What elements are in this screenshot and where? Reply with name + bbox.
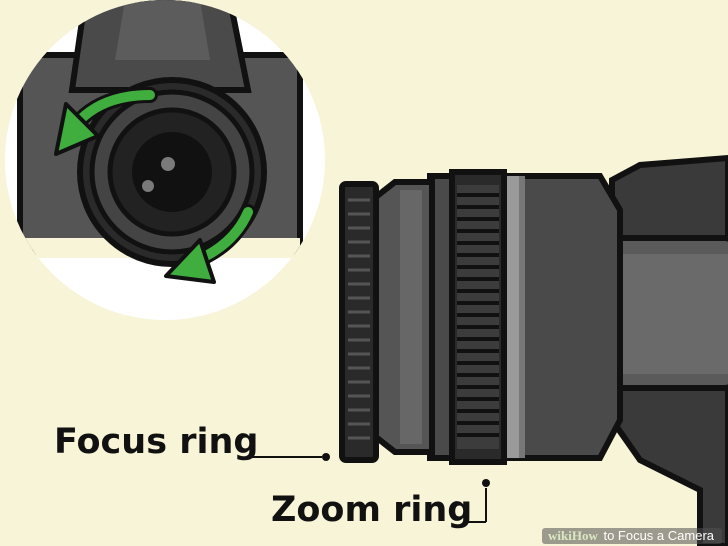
- watermark-brand: wikiHow: [547, 528, 598, 543]
- zoom-ring-label: Zoom ring: [271, 490, 473, 530]
- lens-front-barrel: [372, 182, 432, 452]
- focus-pointer: [246, 453, 330, 461]
- focus-ring-label: Focus ring: [54, 422, 259, 462]
- zoom-ring: [452, 172, 504, 462]
- closeup-inset: [5, 0, 325, 320]
- watermark: [542, 528, 722, 544]
- focus-ring: [342, 184, 376, 460]
- watermark-text: to Focus a Camera: [603, 528, 714, 543]
